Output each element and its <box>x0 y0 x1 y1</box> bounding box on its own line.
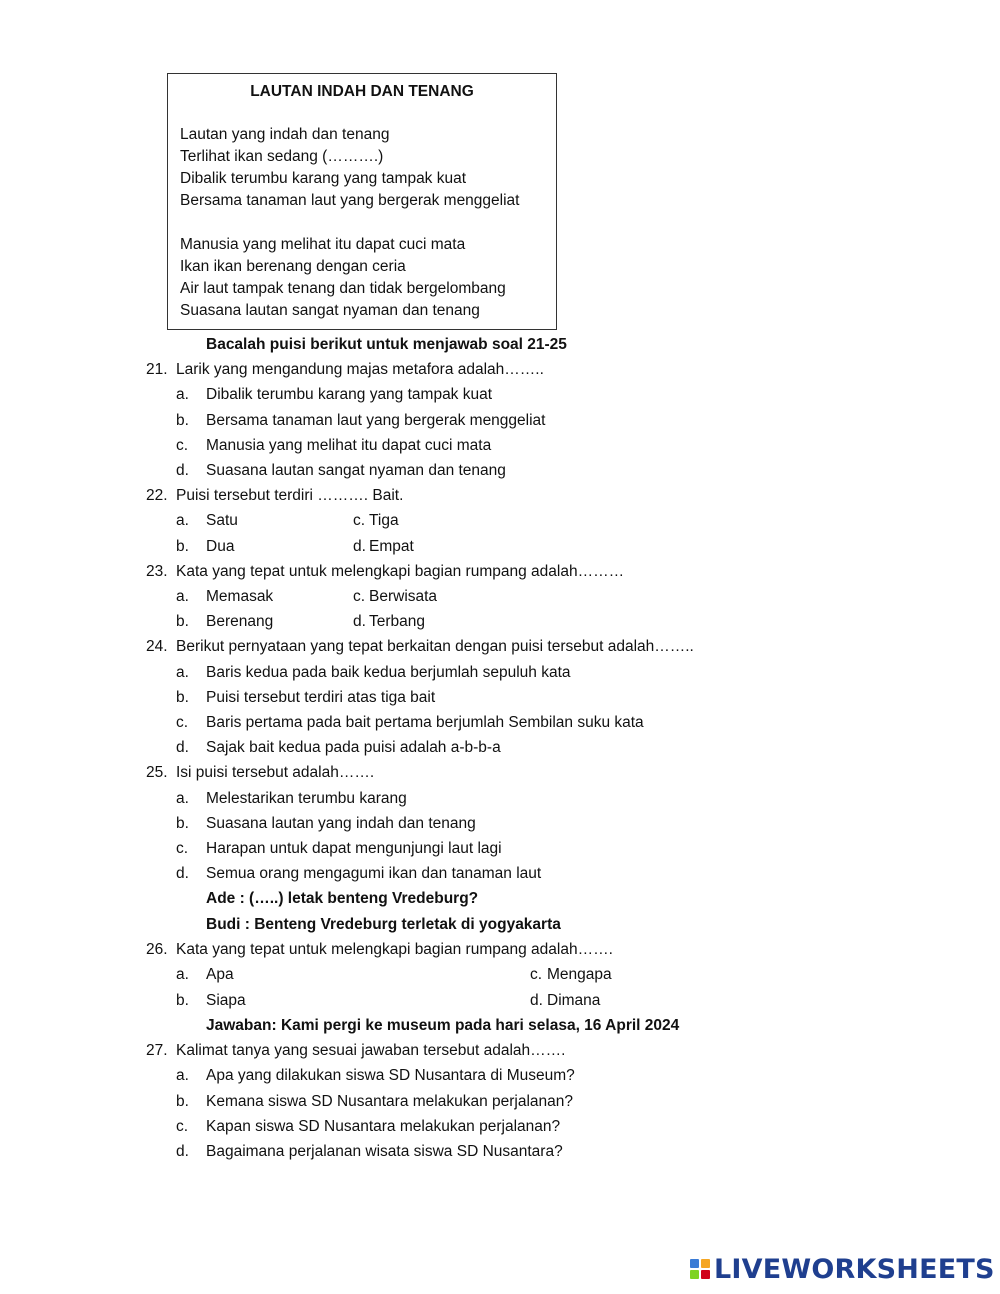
option-text: Berwisata <box>369 588 438 605</box>
option-letter: a. <box>176 1067 189 1084</box>
option-letter: c. <box>353 588 366 605</box>
option-text: Dibalik terumbu karang yang tampak kuat <box>206 386 493 403</box>
option-letter: b. <box>176 538 189 555</box>
answer-line: Jawaban: Kami pergi ke museum pada hari selasa, 16 April 2024 <box>206 1017 680 1034</box>
question-text: Puisi tersebut terdiri ………. Bait. <box>176 487 404 504</box>
option-letter: d. <box>353 613 366 630</box>
option-letter: a. <box>176 512 189 529</box>
dialog-line: Budi : Benteng Vredeburg terletak di yogyakarta <box>206 916 561 933</box>
option-letter: d. <box>176 462 189 479</box>
option-text: Terbang <box>369 613 426 630</box>
option-letter: a. <box>176 664 189 681</box>
option-text: Bersama tanaman laut yang bergerak menggeliat <box>206 412 546 429</box>
option-text: Baris pertama pada bait pertama berjumlah Sembilan suku kata <box>206 714 644 731</box>
option-letter: c. <box>176 840 189 857</box>
option-letter: d. <box>353 538 366 555</box>
option-letter: d. <box>176 739 189 756</box>
poem-line: Ikan ikan berenang dengan ceria <box>180 258 406 275</box>
option-letter: a. <box>176 966 189 983</box>
poem-line: Lautan yang indah dan tenang <box>180 126 390 143</box>
option-letter: c. <box>176 714 189 731</box>
option-letter: b. <box>176 412 189 429</box>
question-number: 23. <box>146 563 168 580</box>
option-text: Melestarikan terumbu karang <box>206 790 407 807</box>
poem-line: Air laut tampak tenang dan tidak bergelombang <box>180 280 506 297</box>
option-text: Harapan untuk dapat mengunjungi laut lagi <box>206 840 502 857</box>
option-letter: d. <box>176 865 189 882</box>
option-letter: d. <box>530 992 543 1009</box>
option-letter: b. <box>176 689 189 706</box>
option-letter: b. <box>176 1093 189 1110</box>
option-text: Apa <box>206 966 234 983</box>
poem-line: Bersama tanaman laut yang bergerak menggeliat <box>180 192 520 209</box>
option-text: Tiga <box>369 512 399 529</box>
instruction-text: Bacalah puisi berikut untuk menjawab soal 21-25 <box>206 336 567 353</box>
liveworksheets-logo <box>690 1252 995 1286</box>
poem-line: Terlihat ikan sedang (……….) <box>180 148 384 165</box>
question-text: Larik yang mengandung majas metafora adalah…….. <box>176 361 544 378</box>
question-text: Kalimat tanya yang sesuai jawaban tersebut adalah……. <box>176 1042 566 1059</box>
option-text: Bagaimana perjalanan wisata siswa SD Nusantara? <box>206 1143 563 1160</box>
poem-title: LAUTAN INDAH DAN TENANG <box>250 83 474 100</box>
option-letter: b. <box>176 992 189 1009</box>
option-letter: d. <box>176 1143 189 1160</box>
option-letter: a. <box>176 790 189 807</box>
option-text: Manusia yang melihat itu dapat cuci mata <box>206 437 492 454</box>
question-number: 21. <box>146 361 168 378</box>
poem-box <box>167 73 557 330</box>
question-text: Isi puisi tersebut adalah……. <box>176 764 375 781</box>
option-letter: c. <box>353 512 366 529</box>
option-text: Kapan siswa SD Nusantara melakukan perjalanan? <box>206 1118 561 1135</box>
logo-mark-tile <box>690 1270 699 1279</box>
question-text: Kata yang tepat untuk melengkapi bagian rumpang adalah……… <box>176 563 625 580</box>
option-text: Baris kedua pada baik kedua berjumlah sepuluh kata <box>206 664 571 681</box>
option-letter: a. <box>176 588 189 605</box>
option-text: Dimana <box>547 992 601 1009</box>
poem-line: Manusia yang melihat itu dapat cuci mata <box>180 236 466 253</box>
option-text: Satu <box>206 512 238 529</box>
poem-line: Suasana lautan sangat nyaman dan tenang <box>180 302 480 319</box>
question-number: 27. <box>146 1042 168 1059</box>
option-text: Dua <box>206 538 235 555</box>
option-text: Apa yang dilakukan siswa SD Nusantara di Museum? <box>206 1067 575 1084</box>
dialog-line: Ade : (…..) letak benteng Vredeburg? <box>206 890 479 907</box>
option-text: Sajak bait kedua pada puisi adalah a-b-b-a <box>206 739 501 756</box>
option-letter: c. <box>530 966 543 983</box>
option-text: Empat <box>369 538 414 555</box>
option-text: Memasak <box>206 588 274 605</box>
question-text: Kata yang tepat untuk melengkapi bagian rumpang adalah……. <box>176 941 613 958</box>
question-number: 24. <box>146 638 168 655</box>
option-letter: a. <box>176 386 189 403</box>
option-text: Semua orang mengagumi ikan dan tanaman laut <box>206 865 542 882</box>
option-text: Suasana lautan yang indah dan tenang <box>206 815 476 832</box>
option-text: Siapa <box>206 992 246 1009</box>
option-letter: b. <box>176 613 189 630</box>
logo-mark-tile <box>701 1259 710 1268</box>
question-number: 22. <box>146 487 168 504</box>
question-text: Berikut pernyataan yang tepat berkaitan dengan puisi tersebut adalah…….. <box>176 638 694 655</box>
option-text: Mengapa <box>547 966 612 983</box>
option-text: Kemana siswa SD Nusantara melakukan perjalanan? <box>206 1093 574 1110</box>
option-text: Puisi tersebut terdiri atas tiga bait <box>206 689 436 706</box>
logo-text: LIVEWORKSHEETS <box>714 1253 995 1285</box>
option-letter: c. <box>176 1118 189 1135</box>
logo-mark-icon <box>690 1259 710 1279</box>
option-letter: b. <box>176 815 189 832</box>
question-number: 25. <box>146 764 168 781</box>
question-number: 26. <box>146 941 168 958</box>
logo-mark-tile <box>690 1259 699 1268</box>
poem-line: Dibalik terumbu karang yang tampak kuat <box>180 170 467 187</box>
option-letter: c. <box>176 437 189 454</box>
logo-mark-tile <box>701 1270 710 1279</box>
option-text: Berenang <box>206 613 274 630</box>
option-text: Suasana lautan sangat nyaman dan tenang <box>206 462 506 479</box>
